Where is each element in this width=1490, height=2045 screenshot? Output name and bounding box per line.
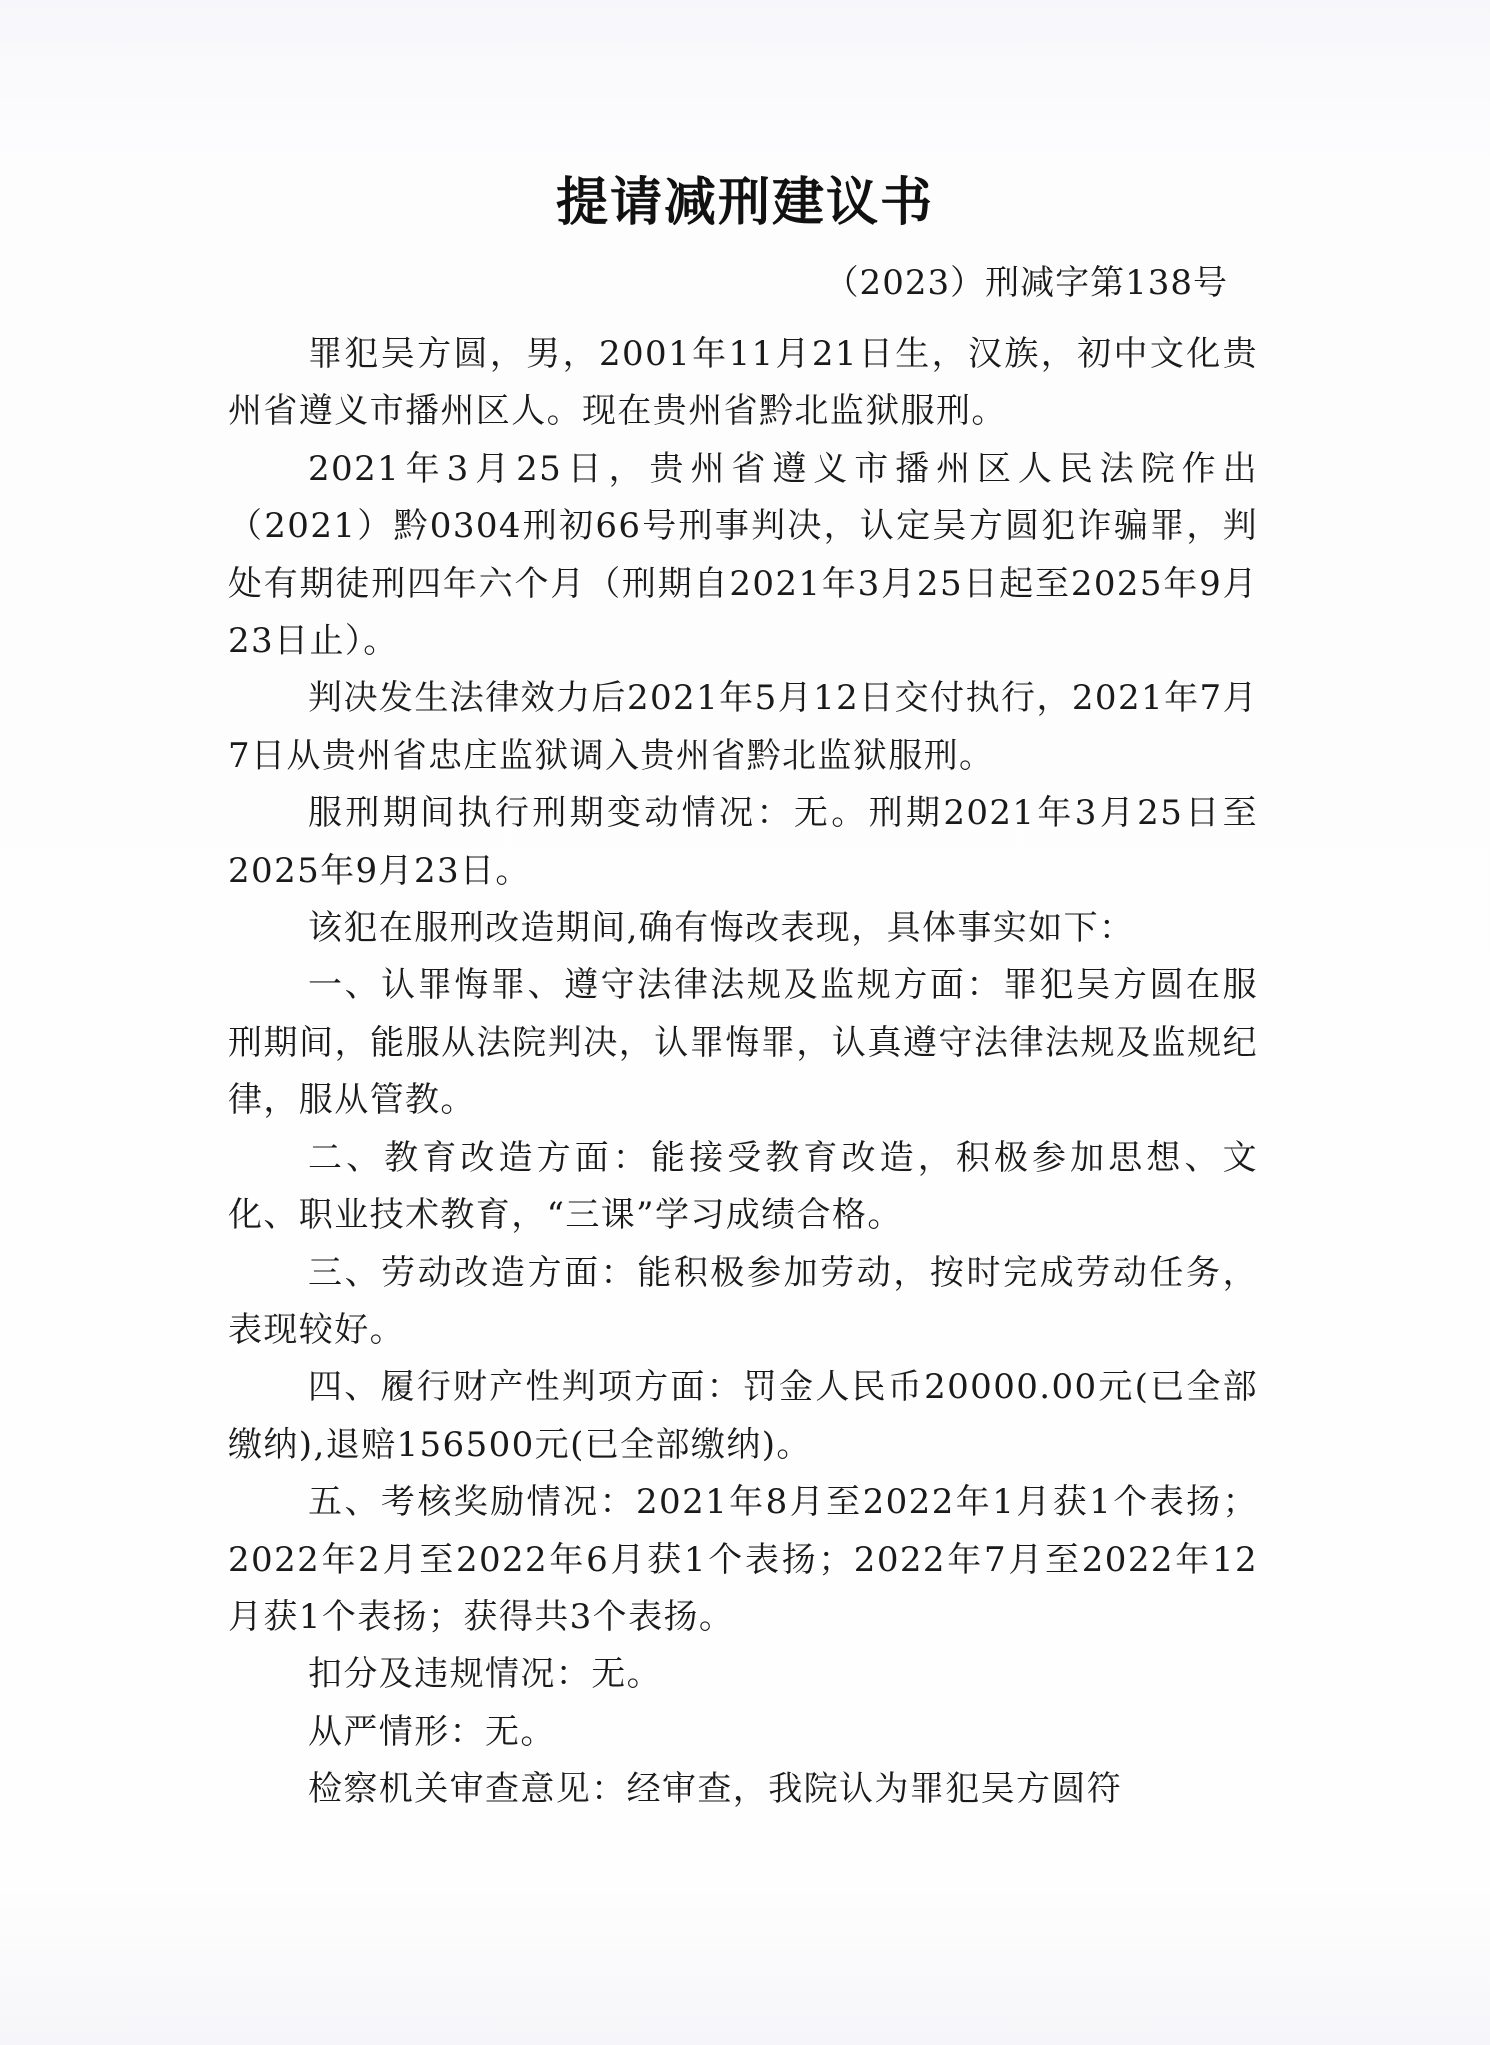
paragraph-facts-intro: 该犯在服刑改造期间,确有悔改表现，具体事实如下： — [308, 908, 1135, 949]
document-number: （2023）刑减字第138号 — [824, 263, 1228, 303]
paragraph-rewards: 五、考核奖励情况：2021年8月至2022年1月获1个表扬；2022年2月至2022年6月获1个表扬；2022年7月至2022年12月获1个表扬；获得共3个表扬。 — [228, 1482, 1258, 1637]
document-title: 提请减刑建议书 — [555, 172, 934, 233]
paragraph-violations: 扣分及违规情况：无。 — [308, 1654, 662, 1695]
paragraph-procuratorate-opinion: 检察机关审查意见：经审查，我院认为罪犯吴方圆符 — [308, 1769, 1123, 1810]
paragraph-repentance: 一、认罪悔罪、遵守法律法规及监规方面：罪犯吴方圆在服刑期间，能服从法院判决，认罪悔罪，认真遵守法律法规及监规纪律，服从管教。 — [228, 965, 1258, 1121]
paragraph-sentence-change: 服刑期间执行刑期变动情况：无。刑期2021年3月25日至2025年9月23日。 — [228, 793, 1258, 891]
paragraph-education: 二、教育改造方面：能接受教育改造，积极参加思想、文化、职业技术教育，“三课”学习成绩合格。 — [228, 1137, 1258, 1236]
document-body — [228, 326, 1258, 1819]
paragraph-property: 四、履行财产性判项方面：罚金人民币20000.00元(已全部缴纳),退赔156500元(已全部缴纳)。 — [228, 1367, 1258, 1465]
paragraph-execution: 判决发生法律效力后2021年5月12日交付执行，2021年7月7日从贵州省忠庄监狱调入贵州省黔北监狱服刑。 — [228, 678, 1258, 776]
paragraph-strict-circumstances: 从严情形：无。 — [308, 1711, 556, 1752]
paragraph-judgment: 2021年3月25日，贵州省遵义市播州区人民法院作出（2021）黔0304刑初66号刑事判决，认定吴方圆犯诈骗罪，判处有期徒刑四年六个月（刑期自2021年3月25日起至2025年9月23日止）。 — [228, 448, 1258, 662]
paragraph-personal-info: 罪犯吴方圆，男，2001年11月21日生，汉族，初中文化贵州省遵义市播州区人。现在贵州省黔北监狱服刑。 — [228, 334, 1258, 432]
paragraph-labor: 三、劳动改造方面：能积极参加劳动，按时完成劳动任务，表现较好。 — [228, 1252, 1258, 1350]
